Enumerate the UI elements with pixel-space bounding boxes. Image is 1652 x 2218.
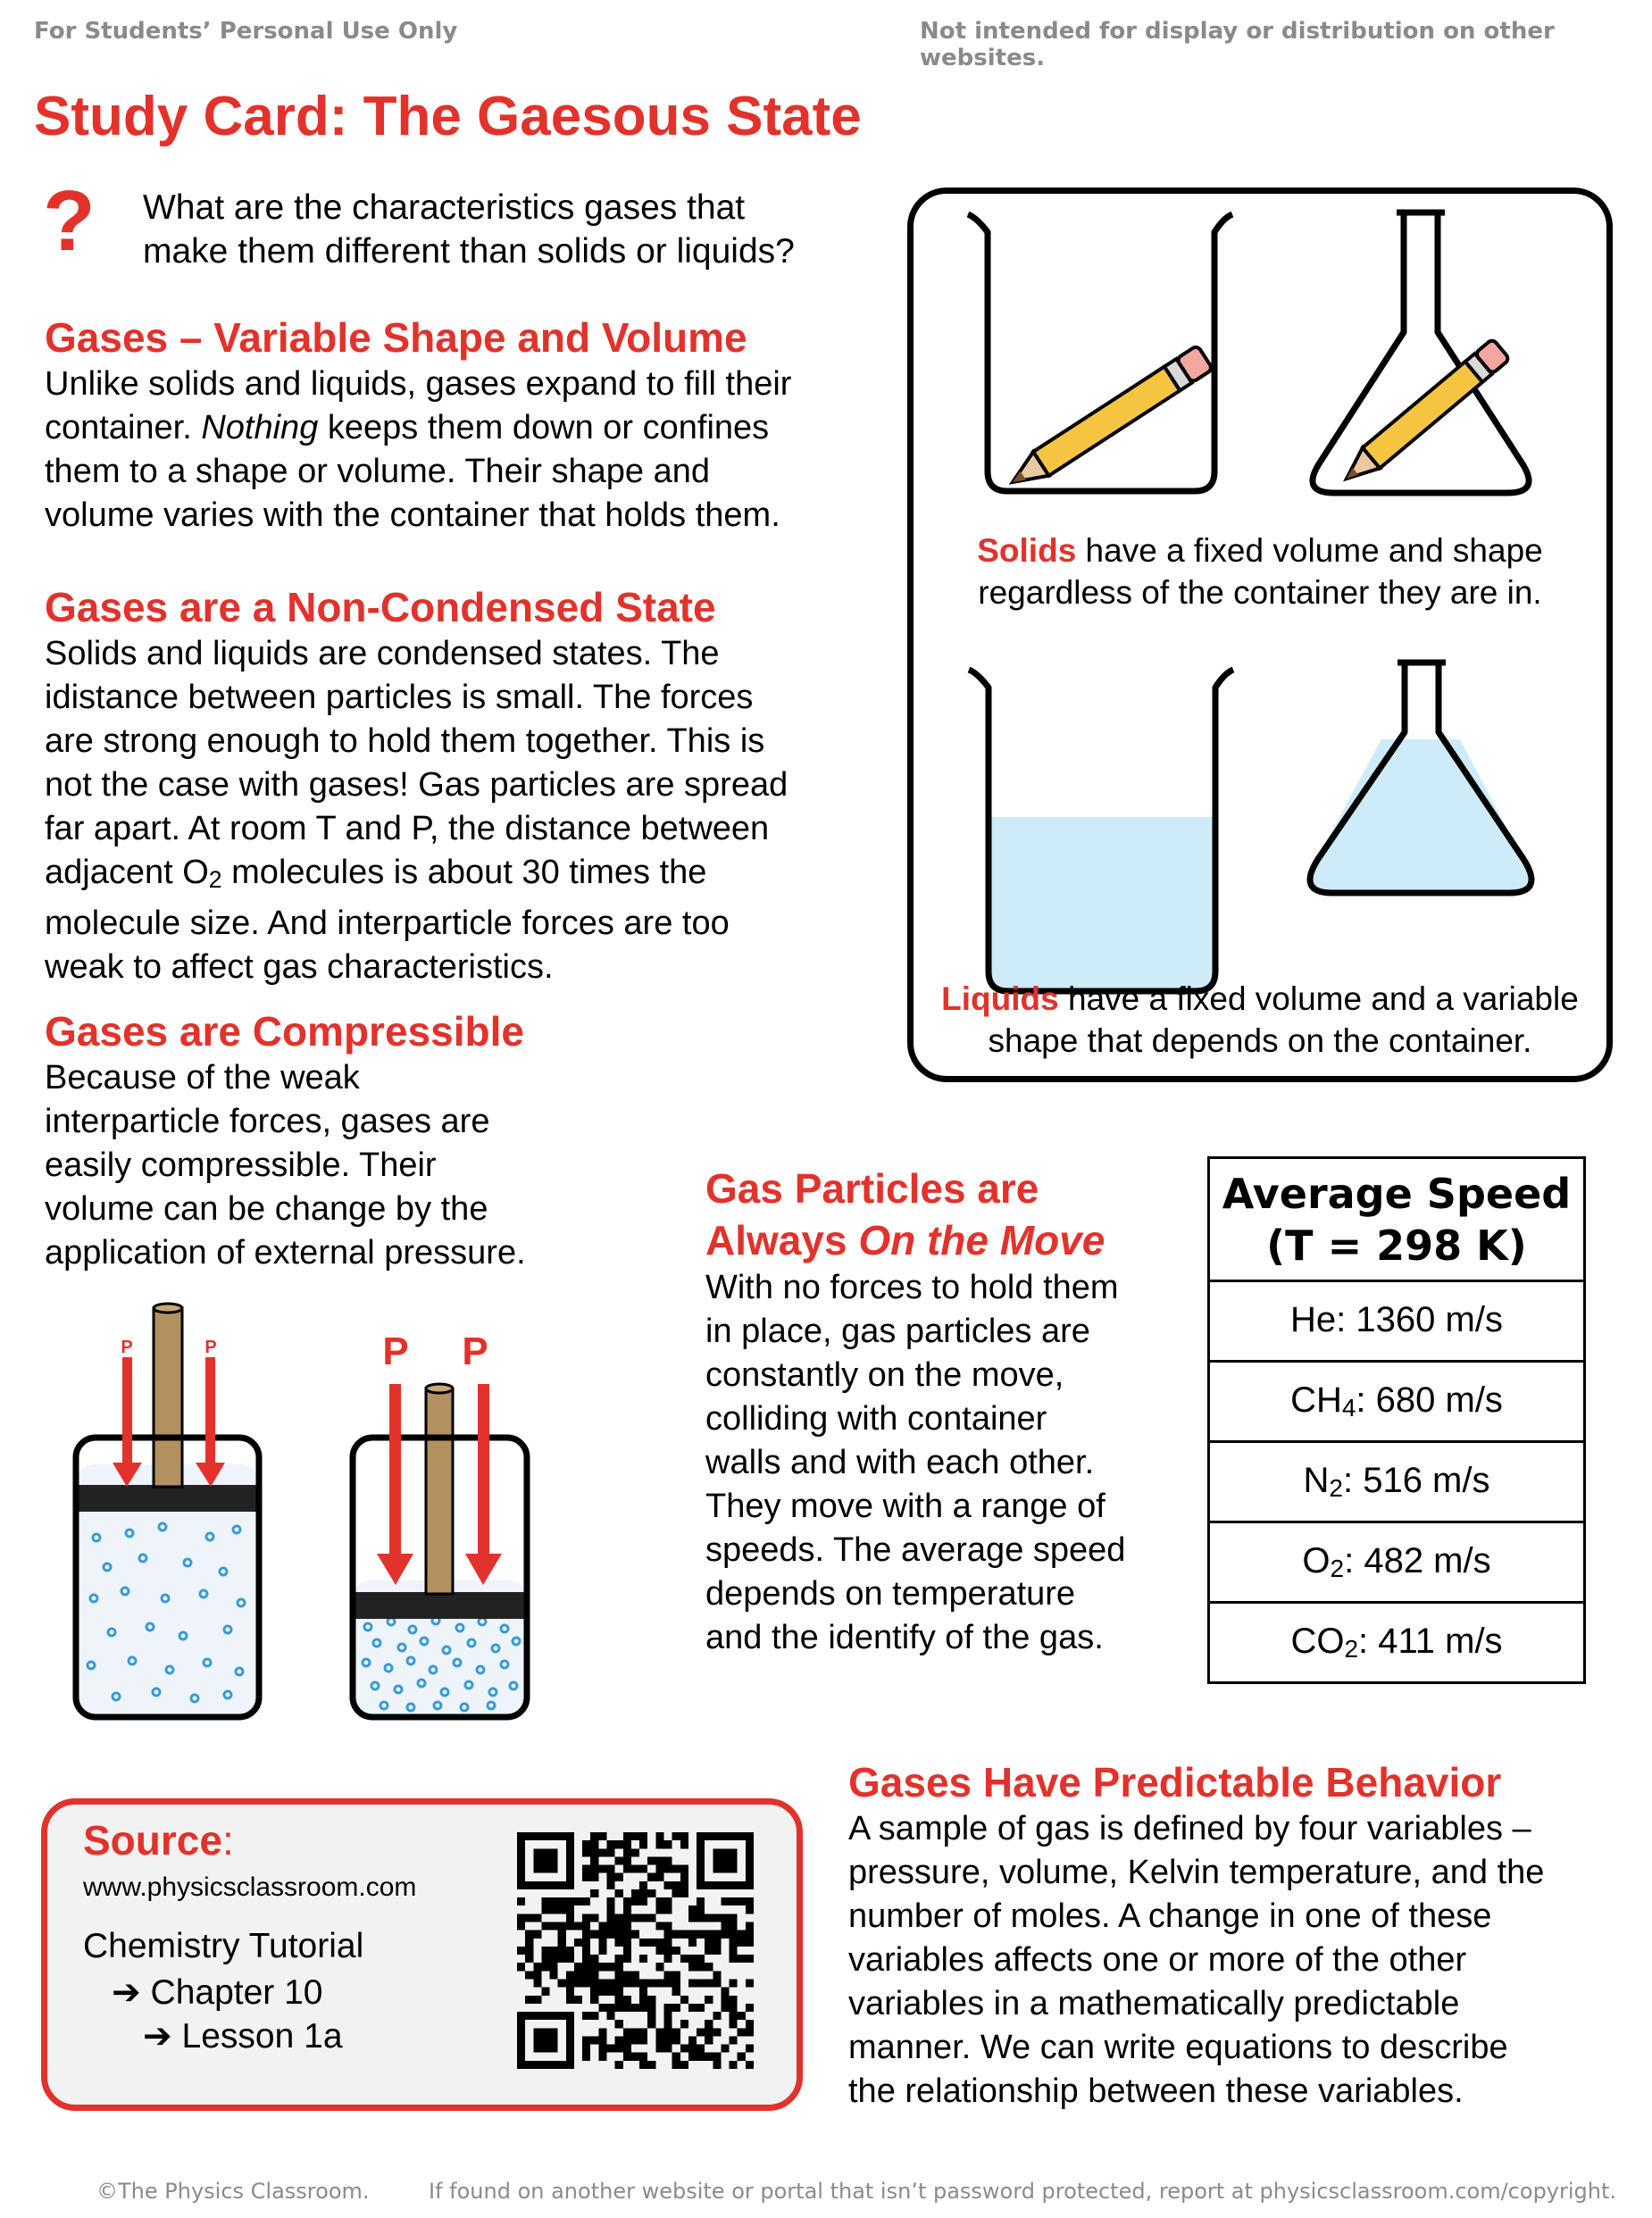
pressure-label-large: P <box>462 1330 488 1373</box>
text-line: manner. We can write equations to describe <box>848 2029 1508 2066</box>
table-header-row <box>1209 1158 1585 1281</box>
table-row <box>1209 1362 1585 1442</box>
header-left-notice: For Students’ Personal Use Only <box>34 18 458 45</box>
piston-cylinder-compressed <box>353 1330 527 1717</box>
liquids-label: Liquids <box>941 980 1059 1017</box>
solids-caption: Solids have a fixed volume and shape regardless of the container they are in. <box>977 532 1543 611</box>
text-line: Solids and liquids are condensed states. The <box>45 635 720 672</box>
text-line: variables in a mathematically predictable <box>848 1985 1460 2022</box>
text-line: the relationship between these variables. <box>848 2072 1464 2110</box>
qr-code[interactable] <box>517 1832 754 2069</box>
text-line: volume varies with the container that holds them. <box>45 496 780 534</box>
paragraph-non-condensed <box>45 632 788 989</box>
paragraph-predictable <box>848 1807 1544 2114</box>
source-heading: Source: <box>83 1817 234 1864</box>
table-row <box>1209 1281 1585 1362</box>
text-line: interparticle forces, gases are <box>45 1103 490 1140</box>
table-cell: O2: 482 m/s <box>1209 1522 1585 1603</box>
text-line: Unlike solids and liquids, gases expand to fill their <box>45 365 792 403</box>
text-line: walls and with each other. <box>705 1444 1095 1481</box>
table-row <box>1209 1603 1585 1683</box>
pencil-icon <box>1338 338 1509 488</box>
flask-with-liquid <box>1309 663 1531 893</box>
footer-copyright: ©The Physics Classroom. <box>96 2179 370 2204</box>
text-line: application of external pressure. <box>45 1234 526 1272</box>
heading-variable-shape: Gases – Variable Shape and Volume <box>45 314 747 361</box>
text-line: Because of the weak <box>45 1059 360 1096</box>
source-chapter: ➔ Chapter 10 <box>112 1973 323 2012</box>
text-line: A sample of gas is defined by four variables – <box>848 1810 1531 1847</box>
text-line: constantly on the move, <box>705 1356 1064 1394</box>
text-line: far apart. At room T and P, the distance between <box>45 810 770 847</box>
table-cell: CO2: 411 m/s <box>1209 1603 1585 1683</box>
question-text <box>143 186 795 273</box>
source-lesson: ➔ Lesson 1a <box>143 2017 343 2055</box>
source-tutorial: Chemistry Tutorial <box>83 1927 364 1965</box>
beaker-with-pencil <box>968 214 1232 494</box>
table-header: Average Speed (T = 298 K) <box>1209 1158 1585 1281</box>
table-cell: CH4: 680 m/s <box>1209 1362 1585 1442</box>
text-line: They move with a range of <box>705 1488 1106 1525</box>
text-line: are strong enough to hold them together. This is <box>45 722 765 760</box>
table-cell: He: 1360 m/s <box>1209 1281 1585 1362</box>
text-line: and the identify of the gas. <box>705 1619 1104 1656</box>
text-line: depends on temperature <box>705 1575 1076 1613</box>
solids-label: Solids <box>977 532 1077 569</box>
text-line: idistance between particles is small. The forces <box>45 679 754 716</box>
pencil-icon <box>1005 346 1213 495</box>
table-row <box>1209 1522 1585 1603</box>
question-mark-icon: ? <box>43 173 96 269</box>
heading-non-condensed: Gases are a Non-Condensed State <box>45 584 716 630</box>
piston-compression-illustration <box>54 1286 554 1732</box>
piston-cylinder-uncompressed <box>76 1304 259 1717</box>
text-line: container. Nothing keeps them down or confines <box>45 409 770 446</box>
heading-compressible: Gases are Compressible <box>45 1008 524 1055</box>
table-cell: N2: 516 m/s <box>1209 1442 1585 1522</box>
paragraph-on-the-move <box>705 1266 1125 1660</box>
text-line: molecule size. And interparticle forces are too <box>45 904 730 942</box>
table-row <box>1209 1442 1585 1522</box>
text-line: colliding with container <box>705 1400 1047 1438</box>
text-line: volume can be change by the <box>45 1190 488 1228</box>
containers-illustration <box>907 188 1613 1082</box>
pressure-label-small: P <box>121 1338 133 1357</box>
header-right-notice: Not intended for display or distribution on other websites. <box>920 18 1555 71</box>
text-line: easily compressible. Their <box>45 1147 437 1184</box>
text-line: in place, gas particles are <box>705 1313 1090 1350</box>
text-line: number of moles. A change in one of these <box>848 1897 1492 1935</box>
text-line: With no forces to hold them <box>705 1269 1119 1306</box>
text-line: adjacent O2 molecules is about 30 times the <box>45 854 707 893</box>
beaker-with-liquid <box>969 670 1233 991</box>
footer-report-notice: If found on another website or portal that isn’t password protected, report at physicsclassroom.com/copyright. <box>429 2179 1617 2204</box>
arrow-right-icon: ➔ <box>143 2017 172 2055</box>
question-line: What are the characteristics gases that <box>143 188 746 227</box>
text-line: not the case with gases! Gas particles are spread <box>45 766 788 804</box>
flask-with-pencil <box>1313 213 1529 493</box>
heading-on-the-move: Gas Particles are Always On the Move <box>705 1165 1106 1263</box>
average-speed-table <box>1207 1156 1586 1684</box>
pressure-label-large: P <box>382 1330 409 1373</box>
heading-predictable: Gases Have Predictable Behavior <box>848 1759 1502 1805</box>
text-line: variables affects one or more of the other <box>848 1941 1467 1979</box>
text-line: pressure, volume, Kelvin temperature, and the <box>848 1854 1545 1891</box>
text-line: weak to affect gas characteristics. <box>45 947 554 986</box>
paragraph-variable-shape <box>45 363 791 538</box>
question-line: make them different than solids or liquids? <box>143 232 795 271</box>
liquids-caption: Liquids have a fixed volume and a variable shape that depends on the container. <box>941 980 1579 1059</box>
arrow-right-icon: ➔ <box>112 1973 141 2012</box>
page-title: Study Card: The Gaesous State <box>34 86 862 147</box>
text-line: them to a shape or volume. Their shape and <box>45 453 710 490</box>
source-url[interactable]: www.physicsclassroom.com <box>83 1872 417 1902</box>
pressure-label-small: P <box>204 1338 217 1357</box>
text-line: speeds. The average speed <box>705 1531 1126 1569</box>
paragraph-compressible <box>45 1056 526 1275</box>
